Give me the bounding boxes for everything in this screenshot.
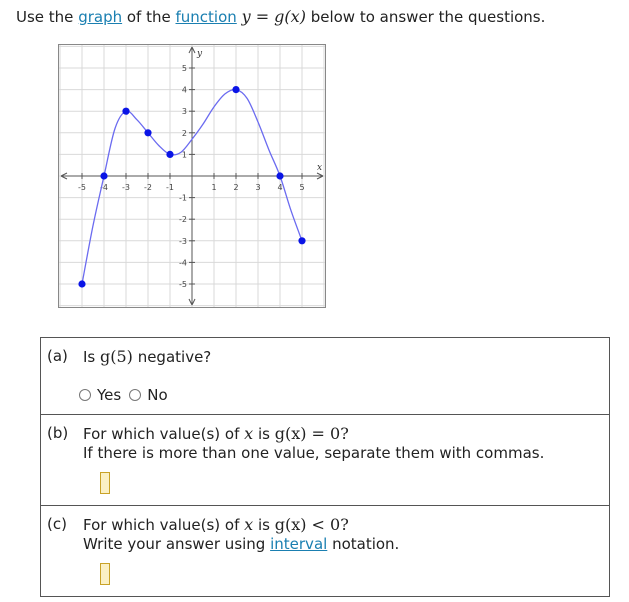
y-tick-label: 4: [181, 85, 187, 95]
intro-prefix: Use the: [16, 8, 79, 26]
part-b-label: (b): [47, 424, 69, 442]
intro-mid: of the: [122, 8, 176, 26]
function-graph: [58, 44, 326, 308]
yes-option[interactable]: [79, 386, 121, 404]
part-a-text-pre: Is: [83, 348, 101, 366]
no-radio[interactable]: [129, 389, 141, 401]
part-c-text-mid: is: [253, 516, 275, 534]
part-c-instruction: [83, 535, 399, 553]
part-c-text-pre: For which value(s) of: [83, 516, 245, 534]
part-b-question: [83, 424, 349, 443]
graph-point: [78, 280, 85, 287]
graph-point: [298, 237, 305, 244]
y-tick-label: -3: [179, 236, 187, 246]
part-b-answer-input[interactable]: [100, 472, 110, 494]
x-tick-label: 4: [277, 183, 283, 192]
part-b-instruction: If there is more than one value, separate them with commas.: [83, 444, 545, 462]
function-link[interactable]: function: [175, 8, 237, 26]
part-c-panel: [40, 505, 610, 597]
part-b-panel: [40, 414, 610, 506]
part-a-text-post: negative?: [132, 348, 212, 366]
part-c-expression: g(x) < 0?: [274, 515, 349, 534]
part-c-answer-input[interactable]: [100, 563, 110, 585]
y-tick-label: -5: [179, 280, 187, 289]
no-option[interactable]: [129, 386, 167, 404]
x-tick-label: 3: [255, 183, 261, 192]
y-tick-label: -2: [179, 215, 187, 225]
graph-point: [144, 129, 151, 136]
part-c-variable: x: [244, 515, 254, 534]
graph-point: [276, 172, 283, 179]
y-tick-label: 5: [181, 64, 187, 73]
x-tick-label: -5: [78, 183, 86, 192]
no-label: No: [147, 386, 168, 404]
y-axis-label: y: [197, 49, 203, 59]
x-tick-label: 2: [233, 183, 239, 192]
y-tick-label: -4: [179, 258, 187, 268]
graph-point: [232, 86, 239, 93]
part-a-expression: g(5): [100, 347, 133, 366]
yes-label: Yes: [97, 386, 122, 404]
part-b-text-pre: For which value(s) of: [83, 425, 245, 443]
x-axis-label: x: [317, 163, 323, 173]
y-tick-label: 1: [181, 150, 187, 160]
instructions: [16, 7, 545, 26]
graph-point: [122, 108, 129, 115]
part-a-label: (a): [47, 347, 68, 365]
y-tick-label: -1: [179, 193, 187, 203]
part-a-panel: [40, 337, 610, 415]
intro-suffix: below to answer the questions.: [305, 8, 546, 26]
x-tick-label: 1: [211, 183, 217, 192]
x-tick-label: 5: [299, 183, 305, 192]
y-tick-label: 3: [181, 107, 187, 117]
part-a-question: [83, 347, 211, 366]
part-c-question: [83, 515, 349, 534]
graph-link[interactable]: graph: [78, 8, 123, 26]
part-a-options: [79, 386, 168, 404]
x-tick-label: -4: [100, 183, 108, 192]
part-c-label: (c): [47, 515, 67, 533]
part-c-text-pre2: Write your answer using: [83, 535, 271, 553]
x-tick-label: -2: [144, 183, 152, 192]
graph-point: [166, 151, 173, 158]
function-expression: y = g(x): [241, 7, 306, 26]
x-tick-label: -1: [166, 183, 174, 192]
interval-link[interactable]: interval: [270, 535, 328, 553]
part-c-text-post2: notation.: [327, 535, 400, 553]
part-b-variable: x: [244, 424, 254, 443]
part-b-text-mid: is: [253, 425, 275, 443]
y-tick-label: 2: [181, 128, 187, 138]
yes-radio[interactable]: [79, 389, 91, 401]
x-tick-label: -3: [122, 183, 130, 192]
graph-point: [100, 172, 107, 179]
part-b-expression: g(x) = 0?: [274, 424, 349, 443]
